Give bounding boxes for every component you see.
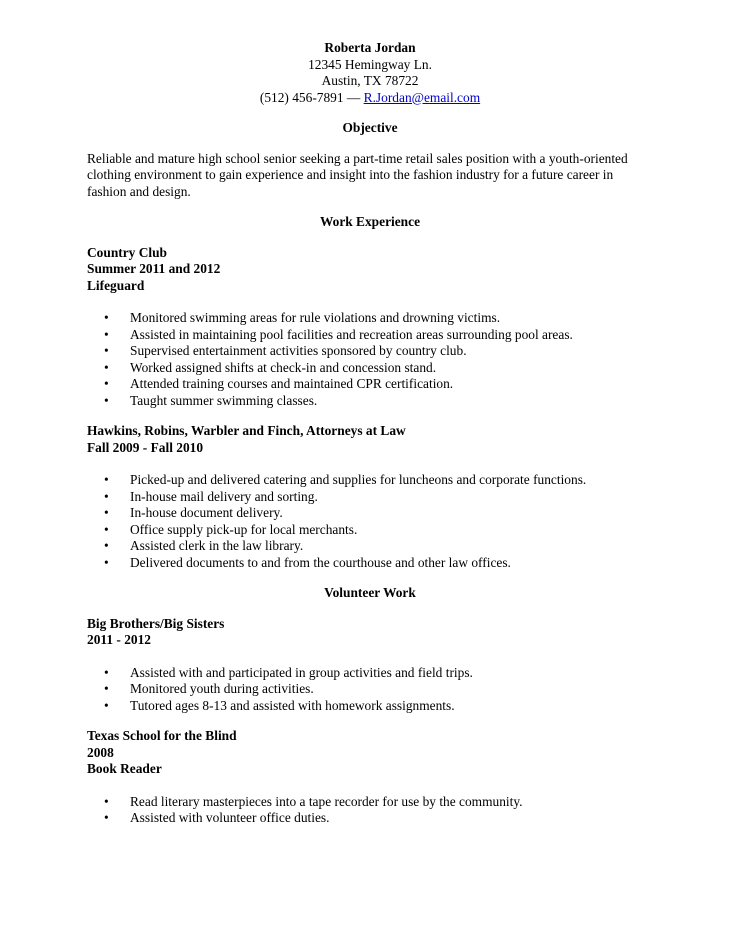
employer-name: Country Club [87, 244, 167, 260]
list-item [87, 681, 653, 698]
duty-text: Monitored youth during activities. [130, 681, 314, 696]
bullet-icon: • [104, 697, 109, 713]
duty-text: Assisted in maintaining pool facilities and recreation areas surrounding pool areas. [130, 326, 573, 342]
list-item [87, 343, 653, 360]
list-item [87, 794, 653, 811]
volunteer-entry-big-brothers [87, 616, 653, 715]
duty-text: Worked assigned shifts at check-in and concession stand. [130, 359, 437, 375]
volunteer-dates: 2008 [87, 744, 114, 760]
phone-email-line [87, 90, 653, 107]
list-item [87, 310, 653, 327]
work-entry-country-club [87, 245, 653, 410]
duty-text: Attended training courses and maintained CPR certification. [130, 376, 454, 391]
phone-number: (512) 456-7891 — [259, 89, 361, 105]
objective-text: Reliable and mature high school senior seeking a part-time retail sales position with a youth-oriented clothing environment to gain experience and insight into the fashion industry for a future career in fashion and design. [87, 150, 628, 199]
volunteer-dates: 2011 - 2012 [87, 632, 151, 647]
bullet-icon: • [104, 810, 109, 825]
bullet-icon: • [104, 343, 109, 358]
duty-text: Read literary masterpieces into a tape recorder for use by the community. [130, 793, 523, 809]
list-item [87, 360, 653, 377]
contact-header [87, 40, 653, 106]
duty-text: Assisted with volunteer office duties. [130, 810, 330, 825]
objective-heading: Objective [342, 120, 398, 135]
duty-text: Assisted clerk in the law library. [130, 538, 304, 553]
duty-text: Tutored ages 8-13 and assisted with homework assignments. [130, 697, 455, 713]
bullet-icon: • [104, 326, 109, 342]
street-address: 12345 Hemingway Ln. [308, 56, 432, 72]
bullet-icon: • [104, 521, 109, 537]
list-item [87, 555, 653, 572]
duties-list [87, 794, 653, 827]
city-state-zip: Austin, TX 78722 [321, 73, 419, 88]
duty-text: In-house mail delivery and sorting. [130, 488, 318, 504]
email-link[interactable]: R.Jordan@email.com [363, 89, 481, 105]
list-item [87, 489, 653, 506]
list-item [87, 393, 653, 410]
list-item [87, 376, 653, 393]
employment-dates: Summer 2011 and 2012 [87, 261, 221, 276]
duties-list [87, 665, 653, 715]
bullet-icon: • [104, 376, 109, 391]
duty-text: Supervised entertainment activities sponsored by country club. [130, 343, 467, 358]
employment-dates: Fall 2009 - Fall 2010 [87, 439, 204, 455]
bullet-icon: • [104, 310, 109, 325]
bullet-icon: • [104, 681, 109, 696]
bullet-icon: • [104, 488, 109, 504]
volunteer-work-heading: Volunteer Work [324, 585, 416, 600]
list-item [87, 505, 653, 522]
volunteer-role: Book Reader [87, 761, 162, 776]
duties-list [87, 310, 653, 409]
organization-name: Texas School for the Blind [87, 728, 237, 743]
volunteer-entry-texas-school [87, 728, 653, 827]
duties-list [87, 472, 653, 571]
bullet-icon: • [104, 359, 109, 375]
duty-text: Monitored swimming areas for rule violations and drowning victims. [130, 310, 501, 325]
bullet-icon: • [104, 554, 109, 570]
bullet-icon: • [104, 472, 109, 487]
duty-text: Office supply pick-up for local merchants. [130, 521, 358, 537]
list-item [87, 698, 653, 715]
work-experience-heading: Work Experience [319, 214, 421, 229]
duty-text: Assisted with and participated in group activities and field trips. [130, 664, 473, 680]
bullet-icon: • [104, 664, 109, 680]
duty-text: Delivered documents to and from the courthouse and other law offices. [130, 554, 511, 570]
bullet-icon: • [104, 392, 109, 408]
bullet-icon: • [104, 538, 109, 553]
duty-text: Picked-up and delivered catering and supplies for luncheons and corporate functions. [130, 472, 587, 487]
list-item [87, 327, 653, 344]
work-entry-law-firm [87, 423, 653, 571]
resume-page [87, 40, 653, 841]
duty-text: Taught summer swimming classes. [130, 392, 318, 408]
applicant-name: Roberta Jordan [324, 40, 416, 55]
list-item [87, 538, 653, 555]
job-title: Lifeguard [87, 277, 145, 293]
employer-name: Hawkins, Robins, Warbler and Finch, Attorneys at Law [87, 423, 406, 438]
list-item [87, 665, 653, 682]
duty-text: In-house document delivery. [130, 505, 283, 520]
list-item [87, 472, 653, 489]
list-item [87, 810, 653, 827]
list-item [87, 522, 653, 539]
bullet-icon: • [104, 793, 109, 809]
bullet-icon: • [104, 505, 109, 520]
organization-name: Big Brothers/Big Sisters [87, 615, 225, 631]
